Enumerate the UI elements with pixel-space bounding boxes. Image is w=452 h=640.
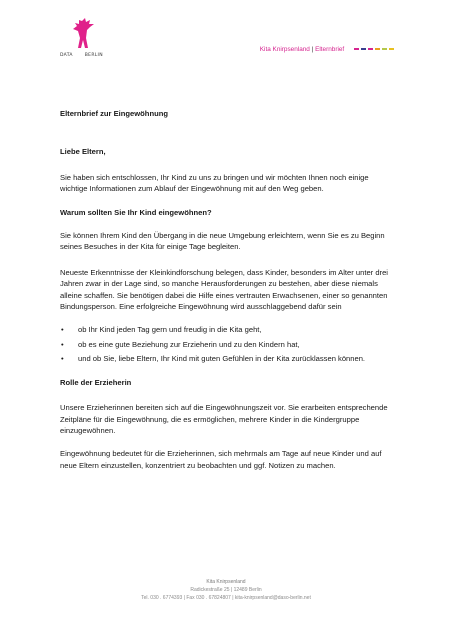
list-item	[60, 324, 396, 335]
document-type: Elternbrief	[315, 46, 345, 54]
figure-logo-icon	[68, 18, 98, 52]
salutation: Liebe Eltern,	[60, 147, 106, 157]
list-item-text: ob Ihr Kind jeden Tag gern und freudig in die Kita geht,	[78, 325, 262, 335]
list-item-text: ob es eine gute Beziehung zur Erzieherin und zu den Kindern hat,	[78, 339, 300, 349]
brand-name: Kita Knirpsenland	[259, 46, 310, 54]
color-dashes	[352, 46, 394, 53]
color-dash	[368, 48, 373, 50]
list-item-text: und ob Sie, liebe Eltern, Ihr Kind mit guten Gefühlen in der Kita zurücklassen können.	[78, 354, 366, 364]
footer-name: Kita Knirpsenland	[206, 579, 246, 585]
logo-left-text: DATA	[60, 53, 73, 58]
intro-paragraph: Sie haben sich entschlossen, Ihr Kind zu uns zu bringen und wir möchten Ihnen noch einige wichtige Informationen zum Ablauf der Eingewöhnung mit auf den Weg geben.	[60, 172, 369, 194]
color-dash	[389, 48, 394, 50]
question-heading: Warum sollten Sie Ihr Kind eingewöhnen?	[60, 207, 212, 217]
bullet-list	[60, 324, 396, 364]
bullet-icon: •	[61, 339, 64, 349]
color-dash	[375, 48, 380, 50]
color-dash	[354, 48, 359, 50]
letter-title: Elternbrief zur Eingewöhnung	[60, 109, 168, 118]
list-item	[60, 353, 396, 364]
logo	[60, 18, 106, 64]
bullet-icon: •	[61, 325, 64, 335]
header-brand	[260, 46, 394, 53]
color-dash	[382, 48, 387, 50]
footer-address: Radickestraße 25 | 12489 Berlin	[190, 587, 262, 593]
question-paragraph: Sie können Ihrem Kind den Übergang in die neue Umgebung erleichtern, wenn Sie es zu Beginn seines Besuches in der Kita für einige Tage begleiten.	[60, 231, 385, 252]
footer	[0, 578, 452, 602]
letter-body	[60, 108, 396, 471]
brand-separator: |	[309, 46, 316, 54]
list-item	[60, 339, 396, 350]
role-heading: Rolle der Erzieherin	[60, 377, 132, 387]
logo-wordmark	[60, 53, 108, 58]
research-paragraph: Neueste Erkenntnisse der Kleinkindforschung belegen, dass Kinder, besonders im Alter unter drei Jahren zwar in der Lage sind, so manche Herausforderungen zu bestehen, aber diese niemals alleine schaffen. Sie benötigen dabei die Hilfe eines vertrauten Erwachsenen, einer so genannten Bindungsperson. Eine erfolgreiche Eingewöhnung wird ausschlaggebend dafür sein	[60, 267, 388, 312]
color-dash	[361, 48, 366, 50]
bullet-icon: •	[61, 354, 64, 364]
footer-contact: Tel. 030 . 6774393 | Fax 030 . 67824807 | kita-knirpsenland@daso-berlin.net	[141, 595, 311, 601]
closing-paragraph: Eingewöhnung bedeutet für die Erzieherinnen, sich mehrmals am Tage auf neue Kinder und auf neue Eltern einzustellen, konzentriert zu beobachten und ggf. Notizen zu machen.	[60, 449, 382, 470]
logo-right-text: BERLIN	[84, 53, 103, 58]
role-paragraph: Unsere Erzieherinnen bereiten sich auf die Eingewöhnungszeit vor. Sie erarbeiten entsprechende Zeitpläne für die Eingewöhnung, die es ermöglichen, mehrere Kinder in die Kindergruppe einzugewöhnen.	[60, 403, 388, 435]
